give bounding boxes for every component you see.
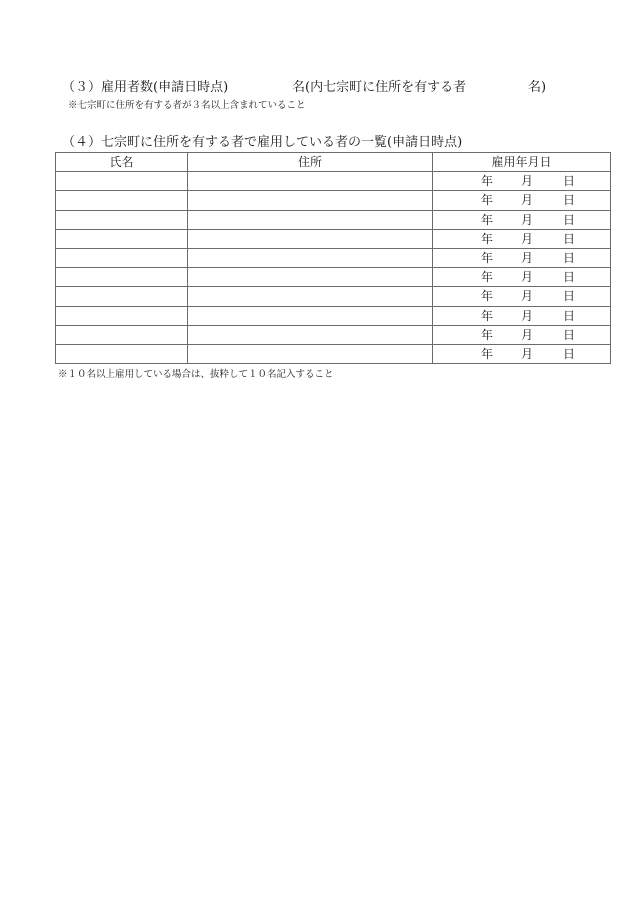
column-header-hire-date: 雇用年月日 — [433, 153, 611, 172]
section-4-note: ※１０名以上雇用している場合は、抜粋して１０名記入すること — [58, 369, 334, 380]
column-header-address: 住所 — [188, 153, 433, 172]
name-cell[interactable] — [56, 344, 188, 363]
hire-date-cell[interactable] — [433, 172, 611, 191]
hire-date-cell[interactable] — [433, 191, 611, 210]
hire-date-cell[interactable] — [433, 229, 611, 248]
day-label: 日 — [563, 174, 576, 189]
month-label: 月 — [521, 346, 534, 361]
name-cell[interactable] — [56, 229, 188, 248]
year-label: 年 — [481, 231, 494, 246]
month-label: 月 — [521, 289, 534, 304]
day-label: 日 — [563, 270, 576, 285]
table-row — [56, 210, 611, 229]
month-label: 月 — [521, 250, 534, 265]
table-row — [56, 287, 611, 306]
address-cell[interactable] — [188, 325, 433, 344]
year-label: 年 — [481, 289, 494, 304]
section-3-employee-count — [62, 78, 622, 98]
year-label: 年 — [481, 327, 494, 342]
address-cell[interactable] — [188, 248, 433, 267]
year-label: 年 — [481, 308, 494, 323]
year-label: 年 — [481, 193, 494, 208]
column-header-name: 氏名 — [56, 153, 188, 172]
table-row — [56, 344, 611, 363]
employee-count-field[interactable] — [232, 78, 288, 98]
address-cell[interactable] — [188, 210, 433, 229]
year-label: 年 — [481, 212, 494, 227]
day-label: 日 — [563, 346, 576, 361]
address-cell[interactable] — [188, 172, 433, 191]
section-3-heading: （３）雇用者数(申請日時点) — [62, 80, 229, 95]
hire-date-cell[interactable] — [433, 325, 611, 344]
name-cell[interactable] — [56, 191, 188, 210]
section-3-note: ※七宗町に住所を有する者が３名以上含まれていること — [68, 100, 306, 111]
resident-employee-table — [55, 152, 611, 364]
name-cell[interactable] — [56, 210, 188, 229]
day-label: 日 — [563, 289, 576, 304]
hire-date-cell[interactable] — [433, 287, 611, 306]
section-3-closing: 名) — [528, 80, 547, 95]
day-label: 日 — [563, 231, 576, 246]
address-cell[interactable] — [188, 191, 433, 210]
table-row — [56, 325, 611, 344]
name-cell[interactable] — [56, 325, 188, 344]
month-label: 月 — [521, 270, 534, 285]
section-4-heading: （４）七宗町に住所を有する者で雇用している者の一覧(申請日時点) — [62, 135, 463, 150]
hire-date-cell[interactable] — [433, 306, 611, 325]
resident-count-field[interactable] — [478, 78, 524, 98]
month-label: 月 — [521, 327, 534, 342]
address-cell[interactable] — [188, 268, 433, 287]
name-cell[interactable] — [56, 268, 188, 287]
table-row — [56, 172, 611, 191]
address-cell[interactable] — [188, 306, 433, 325]
hire-date-cell[interactable] — [433, 210, 611, 229]
table-header-row — [56, 153, 611, 172]
table-row — [56, 229, 611, 248]
month-label: 月 — [521, 231, 534, 246]
table-row — [56, 306, 611, 325]
hire-date-cell[interactable] — [433, 268, 611, 287]
day-label: 日 — [563, 193, 576, 208]
day-label: 日 — [563, 327, 576, 342]
month-label: 月 — [521, 174, 534, 189]
address-cell[interactable] — [188, 287, 433, 306]
year-label: 年 — [481, 346, 494, 361]
table-row — [56, 191, 611, 210]
year-label: 年 — [481, 250, 494, 265]
month-label: 月 — [521, 193, 534, 208]
month-label: 月 — [521, 308, 534, 323]
day-label: 日 — [563, 308, 576, 323]
name-cell[interactable] — [56, 306, 188, 325]
day-label: 日 — [563, 212, 576, 227]
name-cell[interactable] — [56, 172, 188, 191]
table-row — [56, 268, 611, 287]
day-label: 日 — [563, 250, 576, 265]
name-cell[interactable] — [56, 248, 188, 267]
table-row — [56, 248, 611, 267]
name-cell[interactable] — [56, 287, 188, 306]
address-cell[interactable] — [188, 229, 433, 248]
year-label: 年 — [481, 174, 494, 189]
address-cell[interactable] — [188, 344, 433, 363]
section-3-resident-label: 名(内七宗町に住所を有する者 — [292, 80, 467, 95]
year-label: 年 — [481, 270, 494, 285]
month-label: 月 — [521, 212, 534, 227]
table-body — [56, 172, 611, 364]
hire-date-cell[interactable] — [433, 344, 611, 363]
hire-date-cell[interactable] — [433, 248, 611, 267]
